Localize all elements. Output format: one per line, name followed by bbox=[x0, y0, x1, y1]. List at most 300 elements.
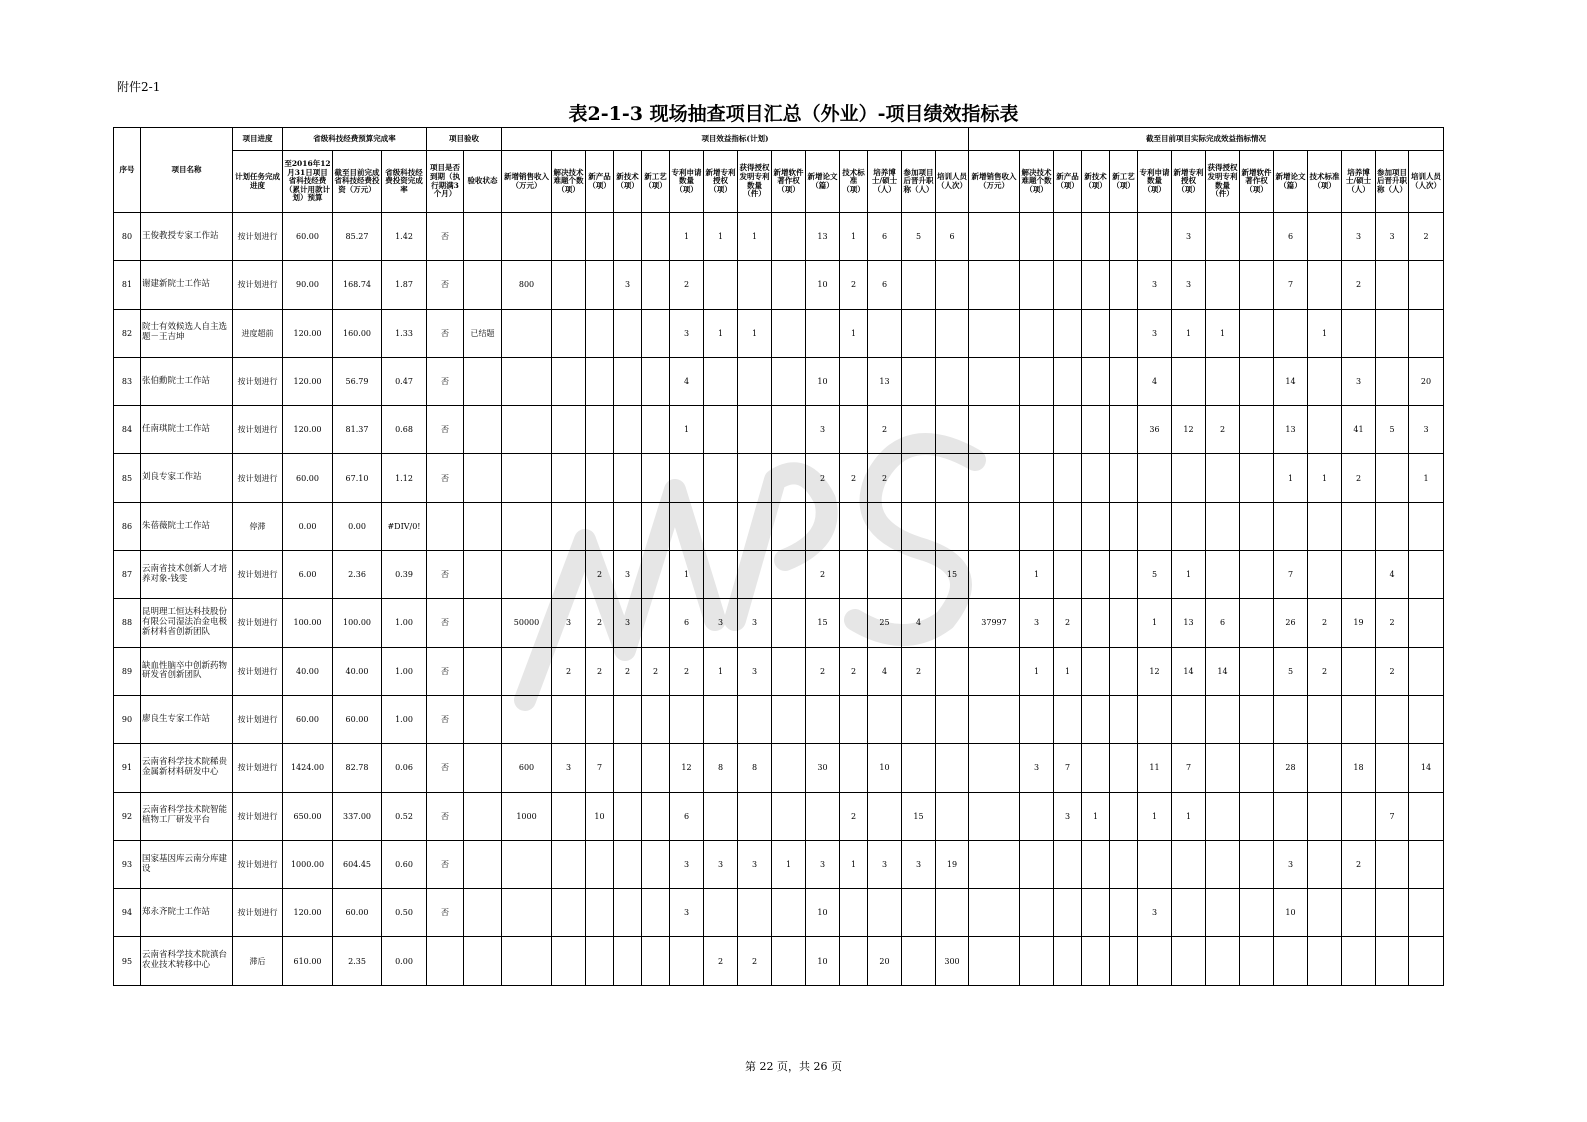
table-cell bbox=[704, 889, 738, 937]
table-cell bbox=[1376, 889, 1409, 937]
table-cell bbox=[464, 551, 502, 599]
table-cell bbox=[1082, 502, 1110, 550]
table-cell bbox=[772, 406, 806, 454]
table-cell bbox=[902, 261, 936, 309]
table-cell: 3 bbox=[1138, 889, 1172, 937]
table-cell: 滞后 bbox=[233, 937, 283, 985]
table-cell bbox=[1110, 213, 1138, 261]
table-cell: 2 bbox=[1376, 647, 1409, 695]
column-header: 获得授权发明专利数量（件） bbox=[738, 151, 772, 213]
table-cell: 2 bbox=[806, 551, 840, 599]
table-cell bbox=[552, 261, 586, 309]
table-cell: 0.60 bbox=[382, 840, 427, 888]
table-cell bbox=[1082, 599, 1110, 647]
table-cell: 2 bbox=[1206, 406, 1240, 454]
table-cell bbox=[738, 792, 772, 840]
table-row bbox=[114, 744, 1444, 792]
table-cell bbox=[1172, 840, 1206, 888]
table-cell: 3 bbox=[670, 309, 704, 357]
row-number: 89 bbox=[114, 647, 141, 695]
table-cell bbox=[614, 695, 642, 743]
table-cell: 1 bbox=[1020, 551, 1054, 599]
column-header: 培训人员（人次） bbox=[936, 151, 969, 213]
table-cell: 1 bbox=[738, 309, 772, 357]
column-header: 新增销售收入（万元） bbox=[502, 151, 552, 213]
table-cell bbox=[1308, 261, 1342, 309]
table-cell bbox=[936, 261, 969, 309]
table-cell: 否 bbox=[427, 647, 464, 695]
table-cell bbox=[902, 744, 936, 792]
table-row bbox=[114, 792, 1444, 840]
table-cell bbox=[704, 357, 738, 405]
table-cell bbox=[1020, 213, 1054, 261]
row-number: 84 bbox=[114, 406, 141, 454]
table-cell: 81.37 bbox=[333, 406, 382, 454]
table-cell bbox=[1054, 406, 1082, 454]
table-cell: 15 bbox=[936, 551, 969, 599]
table-cell: 按计划进行 bbox=[233, 695, 283, 743]
table-cell bbox=[1409, 551, 1444, 599]
table-row bbox=[114, 357, 1444, 405]
table-cell bbox=[704, 695, 738, 743]
column-header: 解决技术难题个数（项） bbox=[1020, 151, 1054, 213]
table-cell: 14 bbox=[1172, 647, 1206, 695]
table-cell: 否 bbox=[427, 695, 464, 743]
table-cell bbox=[1376, 357, 1409, 405]
project-name: 郑永齐院士工作站 bbox=[141, 889, 233, 937]
table-cell bbox=[902, 309, 936, 357]
table-cell: 3 bbox=[670, 889, 704, 937]
table-cell bbox=[464, 502, 502, 550]
column-header: 培训人员（人次） bbox=[1409, 151, 1444, 213]
table-cell: 2 bbox=[840, 647, 868, 695]
table-cell bbox=[427, 502, 464, 550]
table-cell: 11 bbox=[1138, 744, 1172, 792]
column-header: 新工艺（项） bbox=[1110, 151, 1138, 213]
table-cell bbox=[1020, 792, 1054, 840]
table-cell: 7 bbox=[1376, 792, 1409, 840]
table-cell bbox=[586, 502, 614, 550]
table-cell bbox=[1274, 309, 1308, 357]
table-cell bbox=[586, 695, 614, 743]
table-cell bbox=[1172, 502, 1206, 550]
page-title: 表2-1-3 现场抽查项目汇总（外业）-项目绩效指标表 bbox=[568, 103, 1019, 125]
table-cell: 2 bbox=[1342, 261, 1376, 309]
table-cell: 1 bbox=[1172, 551, 1206, 599]
table-cell: 2 bbox=[1342, 840, 1376, 888]
table-cell: 1.00 bbox=[382, 599, 427, 647]
table-cell: 120.00 bbox=[283, 406, 333, 454]
table-cell bbox=[502, 889, 552, 937]
table-cell: 1000.00 bbox=[283, 840, 333, 888]
table-cell bbox=[642, 551, 670, 599]
table-cell: 0.39 bbox=[382, 551, 427, 599]
table-cell bbox=[738, 889, 772, 937]
table-cell bbox=[614, 309, 642, 357]
table-cell bbox=[1110, 695, 1138, 743]
table-cell bbox=[670, 502, 704, 550]
project-name: 国家基因库云南分库建设 bbox=[141, 840, 233, 888]
table-cell bbox=[1308, 406, 1342, 454]
table-cell bbox=[502, 502, 552, 550]
table-cell bbox=[1409, 309, 1444, 357]
project-name: 朱蓓薇院士工作站 bbox=[141, 502, 233, 550]
table-cell: 14 bbox=[1274, 357, 1308, 405]
table-cell bbox=[936, 744, 969, 792]
table-cell bbox=[1240, 502, 1274, 550]
table-cell bbox=[552, 502, 586, 550]
table-cell: 3 bbox=[552, 744, 586, 792]
table-cell bbox=[464, 937, 502, 985]
table-cell: 否 bbox=[427, 599, 464, 647]
table-cell bbox=[1342, 889, 1376, 937]
table-cell bbox=[1409, 792, 1444, 840]
table-cell bbox=[1240, 599, 1274, 647]
table-cell bbox=[868, 551, 902, 599]
column-header: 项目是否到期（执行期满3个月） bbox=[427, 151, 464, 213]
table-cell: 进度超前 bbox=[233, 309, 283, 357]
table-cell: 2 bbox=[1054, 599, 1082, 647]
table-cell bbox=[1240, 695, 1274, 743]
table-cell: 2 bbox=[806, 454, 840, 502]
table-cell: 2 bbox=[1342, 454, 1376, 502]
table-cell bbox=[502, 406, 552, 454]
table-cell: 3 bbox=[1409, 406, 1444, 454]
table-cell bbox=[586, 213, 614, 261]
table-cell: 100.00 bbox=[333, 599, 382, 647]
table-cell: 2 bbox=[840, 792, 868, 840]
column-header: 技术标准（项） bbox=[1308, 151, 1342, 213]
table-cell bbox=[1054, 454, 1082, 502]
table-cell bbox=[1082, 551, 1110, 599]
table-cell: 1.12 bbox=[382, 454, 427, 502]
table-cell: 25 bbox=[868, 599, 902, 647]
table-cell: 20 bbox=[1409, 357, 1444, 405]
table-cell: 按计划进行 bbox=[233, 551, 283, 599]
table-cell bbox=[614, 213, 642, 261]
table-cell bbox=[969, 551, 1020, 599]
table-cell bbox=[902, 502, 936, 550]
column-header: 新增软件著作权（项） bbox=[772, 151, 806, 213]
table-cell bbox=[969, 213, 1020, 261]
table-cell bbox=[840, 502, 868, 550]
table-cell bbox=[1172, 695, 1206, 743]
table-cell bbox=[704, 502, 738, 550]
group-budget: 省级科技经费预算完成率 bbox=[283, 128, 427, 151]
column-header: 新增专利授权（项） bbox=[1172, 151, 1206, 213]
table-cell bbox=[464, 889, 502, 937]
table-cell bbox=[1206, 792, 1240, 840]
table-cell bbox=[1054, 889, 1082, 937]
header-no: 序号 bbox=[114, 128, 141, 213]
table-cell: 3 bbox=[614, 551, 642, 599]
table-cell bbox=[1172, 937, 1206, 985]
table-cell bbox=[614, 889, 642, 937]
table-cell bbox=[1082, 213, 1110, 261]
table-cell bbox=[552, 309, 586, 357]
table-cell bbox=[1110, 309, 1138, 357]
table-cell: 按计划进行 bbox=[233, 840, 283, 888]
table-cell: 26 bbox=[1274, 599, 1308, 647]
table-cell bbox=[1376, 840, 1409, 888]
table-cell bbox=[772, 599, 806, 647]
table-cell: 40.00 bbox=[333, 647, 382, 695]
table-cell: 3 bbox=[670, 840, 704, 888]
table-cell: 按计划进行 bbox=[233, 647, 283, 695]
table-cell: 7 bbox=[1054, 744, 1082, 792]
table-cell bbox=[936, 599, 969, 647]
table-cell: 10 bbox=[806, 889, 840, 937]
table-cell bbox=[1274, 937, 1308, 985]
table-cell bbox=[1082, 647, 1110, 695]
table-cell: 37997 bbox=[969, 599, 1020, 647]
table-cell: 0.00 bbox=[333, 502, 382, 550]
table-cell: 0.00 bbox=[283, 502, 333, 550]
table-cell: 6 bbox=[936, 213, 969, 261]
table-cell: 650.00 bbox=[283, 792, 333, 840]
table-cell bbox=[1054, 261, 1082, 309]
table-cell: 2 bbox=[738, 937, 772, 985]
table-cell bbox=[1082, 889, 1110, 937]
table-cell: 0.68 bbox=[382, 406, 427, 454]
table-cell bbox=[1110, 744, 1138, 792]
project-name: 缺血性脑卒中创新药物研发省创新团队 bbox=[141, 647, 233, 695]
table-cell: 3 bbox=[1342, 213, 1376, 261]
table-cell: 6 bbox=[1274, 213, 1308, 261]
table-cell bbox=[1110, 406, 1138, 454]
table-cell bbox=[502, 695, 552, 743]
group-plan: 项目效益指标(计划) bbox=[502, 128, 969, 151]
table-cell bbox=[552, 406, 586, 454]
column-header: 培养博士/硕士（人） bbox=[868, 151, 902, 213]
row-number: 90 bbox=[114, 695, 141, 743]
table-cell: 3 bbox=[902, 840, 936, 888]
table-cell: 否 bbox=[427, 357, 464, 405]
table-cell: 否 bbox=[427, 261, 464, 309]
table-cell: 3 bbox=[1172, 261, 1206, 309]
table-cell bbox=[1110, 599, 1138, 647]
table-cell bbox=[1082, 454, 1110, 502]
table-cell bbox=[1110, 840, 1138, 888]
table-cell: 6 bbox=[1206, 599, 1240, 647]
table-cell: 40.00 bbox=[283, 647, 333, 695]
table-cell bbox=[1409, 695, 1444, 743]
table-cell bbox=[738, 695, 772, 743]
project-name: 昆明理工恒达科技股份有限公司湿法冶金电极新材料省创新团队 bbox=[141, 599, 233, 647]
table-cell: 800 bbox=[502, 261, 552, 309]
row-number: 94 bbox=[114, 889, 141, 937]
table-cell bbox=[936, 889, 969, 937]
table-cell: 4 bbox=[868, 647, 902, 695]
table-cell bbox=[1172, 889, 1206, 937]
table-cell bbox=[1110, 454, 1138, 502]
table-cell bbox=[772, 695, 806, 743]
table-cell bbox=[586, 937, 614, 985]
table-cell bbox=[1376, 261, 1409, 309]
table-cell: 1.42 bbox=[382, 213, 427, 261]
table-cell bbox=[840, 889, 868, 937]
table-cell: 1 bbox=[670, 406, 704, 454]
table-cell bbox=[1206, 213, 1240, 261]
table-cell bbox=[969, 889, 1020, 937]
table-cell bbox=[840, 744, 868, 792]
table-cell bbox=[1054, 213, 1082, 261]
table-cell bbox=[502, 454, 552, 502]
table-cell: 1 bbox=[840, 213, 868, 261]
table-cell: 14 bbox=[1409, 744, 1444, 792]
table-cell bbox=[502, 551, 552, 599]
table-cell bbox=[464, 695, 502, 743]
table-cell: 36 bbox=[1138, 406, 1172, 454]
table-cell: 否 bbox=[427, 213, 464, 261]
table-cell bbox=[1082, 406, 1110, 454]
table-cell bbox=[502, 937, 552, 985]
table-cell: 41 bbox=[1342, 406, 1376, 454]
table-cell bbox=[738, 454, 772, 502]
table-cell: 否 bbox=[427, 406, 464, 454]
table-cell: 0.06 bbox=[382, 744, 427, 792]
table-cell: 610.00 bbox=[283, 937, 333, 985]
table-row bbox=[114, 937, 1444, 985]
column-header: 至2016年12月31日项目省科技经费（累计用款计划）预算 bbox=[283, 151, 333, 213]
table-cell bbox=[1409, 261, 1444, 309]
table-cell: 2 bbox=[614, 647, 642, 695]
table-cell bbox=[1110, 357, 1138, 405]
project-name: 谢建新院士工作站 bbox=[141, 261, 233, 309]
column-header: 专利申请数量（项） bbox=[1138, 151, 1172, 213]
table-cell bbox=[868, 889, 902, 937]
table-cell bbox=[772, 937, 806, 985]
table-cell: 337.00 bbox=[333, 792, 382, 840]
row-number: 85 bbox=[114, 454, 141, 502]
table-cell: 10 bbox=[806, 261, 840, 309]
table-cell bbox=[1240, 937, 1274, 985]
table-cell: 按计划进行 bbox=[233, 792, 283, 840]
table-cell: 1 bbox=[1172, 309, 1206, 357]
table-cell bbox=[969, 744, 1020, 792]
table-cell: 1 bbox=[840, 309, 868, 357]
table-cell: 12 bbox=[1138, 647, 1172, 695]
table-cell bbox=[1110, 502, 1138, 550]
table-cell bbox=[704, 261, 738, 309]
table-cell bbox=[772, 744, 806, 792]
table-row bbox=[114, 551, 1444, 599]
table-cell: 60.00 bbox=[333, 695, 382, 743]
row-number: 87 bbox=[114, 551, 141, 599]
table-cell: 60.00 bbox=[283, 213, 333, 261]
table-cell: 1 bbox=[1308, 309, 1342, 357]
table-cell bbox=[806, 502, 840, 550]
table-row bbox=[114, 599, 1444, 647]
table-cell: 120.00 bbox=[283, 309, 333, 357]
column-header: 新产品（项） bbox=[1054, 151, 1082, 213]
table-cell bbox=[1376, 502, 1409, 550]
table-cell bbox=[1206, 889, 1240, 937]
table-cell: 3 bbox=[1054, 792, 1082, 840]
table-cell: 2 bbox=[1376, 599, 1409, 647]
table-cell bbox=[1409, 937, 1444, 985]
column-header: 培养博士/硕士（人） bbox=[1342, 151, 1376, 213]
row-number: 93 bbox=[114, 840, 141, 888]
table-cell bbox=[552, 695, 586, 743]
table-cell bbox=[1240, 309, 1274, 357]
table-cell: 6 bbox=[868, 213, 902, 261]
table-cell: 12 bbox=[670, 744, 704, 792]
project-name: 云南省科学技术院智能植物工厂研发平台 bbox=[141, 792, 233, 840]
table-cell: 3 bbox=[1138, 261, 1172, 309]
table-cell bbox=[464, 792, 502, 840]
table-cell bbox=[969, 357, 1020, 405]
table-cell bbox=[1308, 502, 1342, 550]
table-cell: 2 bbox=[868, 406, 902, 454]
column-header: 新增软件著作权（项） bbox=[1240, 151, 1274, 213]
table-cell: 5 bbox=[1274, 647, 1308, 695]
table-cell bbox=[840, 406, 868, 454]
table-row bbox=[114, 454, 1444, 502]
table-cell bbox=[1342, 937, 1376, 985]
table-cell bbox=[614, 454, 642, 502]
table-cell: 0.50 bbox=[382, 889, 427, 937]
table-cell bbox=[772, 889, 806, 937]
table-cell: 否 bbox=[427, 309, 464, 357]
table-row bbox=[114, 309, 1444, 357]
table-cell: 否 bbox=[427, 792, 464, 840]
table-cell bbox=[427, 937, 464, 985]
table-cell: 2 bbox=[1409, 213, 1444, 261]
table-cell bbox=[642, 309, 670, 357]
table-cell bbox=[806, 309, 840, 357]
table-cell bbox=[464, 647, 502, 695]
table-cell: 2 bbox=[552, 647, 586, 695]
table-cell: 7 bbox=[586, 744, 614, 792]
table-cell bbox=[902, 406, 936, 454]
table-cell bbox=[772, 647, 806, 695]
table-cell bbox=[1240, 357, 1274, 405]
project-name: 云南省科学技术院滇台农业技术转移中心 bbox=[141, 937, 233, 985]
table-cell: 4 bbox=[1138, 357, 1172, 405]
table-cell bbox=[1054, 309, 1082, 357]
table-cell: 1 bbox=[1020, 647, 1054, 695]
table-cell: 1 bbox=[1138, 599, 1172, 647]
table-cell: 2 bbox=[586, 647, 614, 695]
table-cell: 1424.00 bbox=[283, 744, 333, 792]
table-cell: 2 bbox=[868, 454, 902, 502]
table-cell bbox=[586, 889, 614, 937]
group-accept: 项目验收 bbox=[427, 128, 502, 151]
table-cell: 13 bbox=[1274, 406, 1308, 454]
table-cell bbox=[868, 695, 902, 743]
table-cell bbox=[840, 695, 868, 743]
table-cell bbox=[464, 357, 502, 405]
table-row bbox=[114, 695, 1444, 743]
table-cell: 120.00 bbox=[283, 357, 333, 405]
table-cell bbox=[840, 551, 868, 599]
table-cell bbox=[902, 889, 936, 937]
table-cell bbox=[1020, 502, 1054, 550]
table-cell: 1 bbox=[1172, 792, 1206, 840]
table-cell: 3 bbox=[1138, 309, 1172, 357]
table-cell bbox=[1138, 937, 1172, 985]
table-cell bbox=[1240, 406, 1274, 454]
table-cell: 10 bbox=[806, 937, 840, 985]
table-cell bbox=[1308, 695, 1342, 743]
table-cell: 2 bbox=[670, 647, 704, 695]
table-cell bbox=[642, 889, 670, 937]
column-header: 新产品（项） bbox=[586, 151, 614, 213]
table-cell bbox=[552, 454, 586, 502]
group-progress: 项目进度 bbox=[233, 128, 283, 151]
table-cell bbox=[464, 213, 502, 261]
